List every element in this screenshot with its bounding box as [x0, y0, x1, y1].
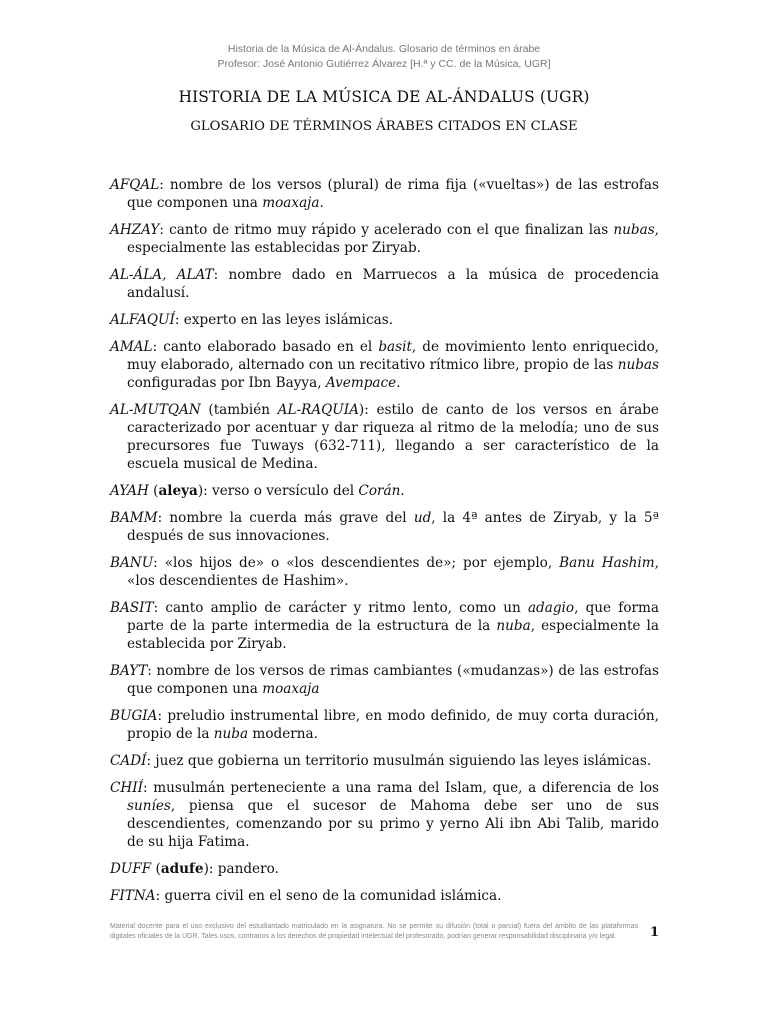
glossary-text: ( [148, 483, 159, 499]
entry-al-mutqan [110, 401, 659, 473]
entry-chii [110, 779, 659, 851]
glossary-term: FITNA [110, 888, 156, 904]
entry-bugia [110, 707, 659, 743]
glossary-text: , de movimiento lento enriquecido, muy elaborado, alternado con un recitativo rítmico libre, propio de las [127, 339, 659, 373]
glossary-text: AL-RAQUIA [277, 402, 359, 418]
glossary-text: : guerra civil en el seno de la comunidad islámica. [155, 888, 502, 904]
glossary-text: : nombre de los versos (plural) de rima fija («vueltas») de las estrofas que componen una [127, 177, 659, 211]
glossary-text: Corán [358, 483, 401, 499]
glossary-text: . [396, 375, 401, 391]
glossary-term: AHZAY [110, 222, 160, 238]
entry-afqal [110, 176, 659, 212]
glossary-text: nubas [617, 357, 659, 373]
glossary-text: configuradas por Ibn Bayya, [127, 375, 326, 391]
entry-duff [110, 860, 659, 878]
glossary-term: BASIT [110, 600, 154, 616]
header-line-2: Profesor: José Antonio Gutiérrez Álvarez [H.ª y CC. de la Música, UGR] [217, 58, 551, 70]
glossary-text: suníes [127, 798, 171, 814]
glossary-text: : canto elaborado basado en el [152, 339, 379, 355]
glossary-text: , piensa que el sucesor de Mahoma debe ser uno de sus descendientes, comenzando por su primo y yerno Ali ibn Abi Talib, marido de su hija Fatima. [127, 798, 659, 850]
glossary-text: : experto en las leyes islámicas. [174, 312, 394, 328]
entry-fitna [110, 887, 659, 905]
glossary-text: , especialmente las establecidas por Ziryab. [127, 222, 659, 256]
glossary-term: AYAH [110, 483, 149, 499]
glossary-text: : nombre de los versos de rimas cambiantes («mudanzas») de las estrofas que componen una [127, 663, 659, 697]
entry-bamm [110, 509, 659, 545]
glossary-text: : musulmán perteneciente a una rama del Islam, que, a diferencia de los [143, 780, 659, 796]
glossary-text: ): pandero. [203, 861, 279, 877]
glossary-term: CADÍ [110, 753, 147, 769]
footer-disclaimer: Material docente para el uso exclusivo del estudiantado matriculado en la asignatura. No se permite su difusión (total o parcial) fuera del ámbito de las plataformas digitales oficiales de la UGR. Tales usos, contrarios a los derechos de propiedad intelectual del profesorado, podrían generar responsabilidad disciplinaria y/o legal. [110, 923, 638, 940]
glossary-text: nuba [213, 726, 249, 742]
glossary-text: : juez que gobierna un territorio musulmán siguiendo las leyes islámicas. [146, 753, 652, 769]
glossary-text: : canto amplio de carácter y ritmo lento, como un [153, 600, 528, 616]
glossary-text: : «los hijos de» o «los descendientes de»; por ejemplo, [153, 555, 560, 571]
glossary-text: , «los descendientes de Hashim». [127, 555, 659, 589]
entry-amal [110, 338, 659, 392]
glossary-text: adufe [160, 861, 204, 877]
glossary-term: BUGIA [110, 708, 158, 724]
glossary-text: ( [151, 861, 161, 877]
glossary-text: : canto de ritmo muy rápido y acelerado con el que finalizan las [159, 222, 614, 238]
glossary-text: , la 4ª antes de Ziryab, y la 5ª después de sus innovaciones. [127, 510, 659, 544]
entry-cadi [110, 752, 659, 770]
glossary-text: aleya [158, 483, 198, 499]
entry-alfaqui [110, 311, 659, 329]
glossary-text: : nombre la cuerda más grave del [157, 510, 414, 526]
glossary-term: AL-ÁLA, ALAT [110, 267, 214, 283]
document-title: HISTORIA DE LA MÚSICA DE AL-ÁNDALUS (UGR) [178, 88, 590, 106]
glossary-text: ): verso o versículo del [197, 483, 359, 499]
glossary-text: moaxaja [262, 681, 320, 697]
glossary-term: DUFF [110, 861, 152, 877]
glossary-term: BANU [110, 555, 154, 571]
glossary-text: moderna. [248, 726, 318, 742]
page-number: 1 [650, 925, 660, 940]
glossary-text: . [400, 483, 405, 499]
header-line-1: Historia de la Música de Al-Ándalus. Glosario de términos en árabe [227, 43, 541, 55]
glossary-text: : nombre dado en Marruecos a la música de procedencia andalusí. [127, 267, 659, 301]
glossary-text: , que forma parte de la parte intermedia de la estructura de la [127, 600, 659, 634]
glossary-text: : preludio instrumental libre, en modo definido, de muy corta duración, propio de la [127, 708, 659, 742]
entry-al-ala [110, 266, 659, 302]
glossary-text: basit [378, 339, 412, 355]
glossary-text: adagio [527, 600, 575, 616]
glossary-term: AMAL [110, 339, 153, 355]
glossary-term: BAYT [110, 663, 148, 679]
document-subtitle: GLOSARIO DE TÉRMINOS ÁRABES CITADOS EN CLASE [190, 119, 578, 134]
glossary-text: , especialmente la establecida por Ziryab. [127, 618, 659, 652]
entry-ayah [110, 482, 659, 500]
glossary-text: nuba [496, 618, 531, 634]
entry-basit [110, 599, 659, 653]
glossary-term: AL-MUTQAN [110, 402, 201, 418]
running-header [0, 42, 768, 72]
glossary-term: ALFAQUÍ [110, 312, 175, 328]
glossary-term: BAMM [110, 510, 158, 526]
entry-banu [110, 554, 659, 590]
entry-bayt [110, 662, 659, 698]
glossary-text: moaxaja [262, 195, 320, 211]
glossary-list [110, 176, 659, 914]
glossary-text: nubas [613, 222, 655, 238]
glossary-text: (también [200, 402, 278, 418]
glossary-text: . [319, 195, 324, 211]
glossary-term: CHIÍ [110, 780, 143, 796]
glossary-text: Banu Hashim [559, 555, 655, 571]
entry-ahzay [110, 221, 659, 257]
glossary-text: ): estilo de canto de los versos en árabe caracterizado por acentuar y dar riqueza al ritmo de la melodía; uno de sus precursores fue Tuways (632-711), llegando a ser característico de la escuela musical de Medina. [127, 402, 659, 472]
glossary-text: ud [413, 510, 432, 526]
glossary-text: Avempace [325, 375, 397, 391]
glossary-term: AFQAL [110, 177, 160, 193]
